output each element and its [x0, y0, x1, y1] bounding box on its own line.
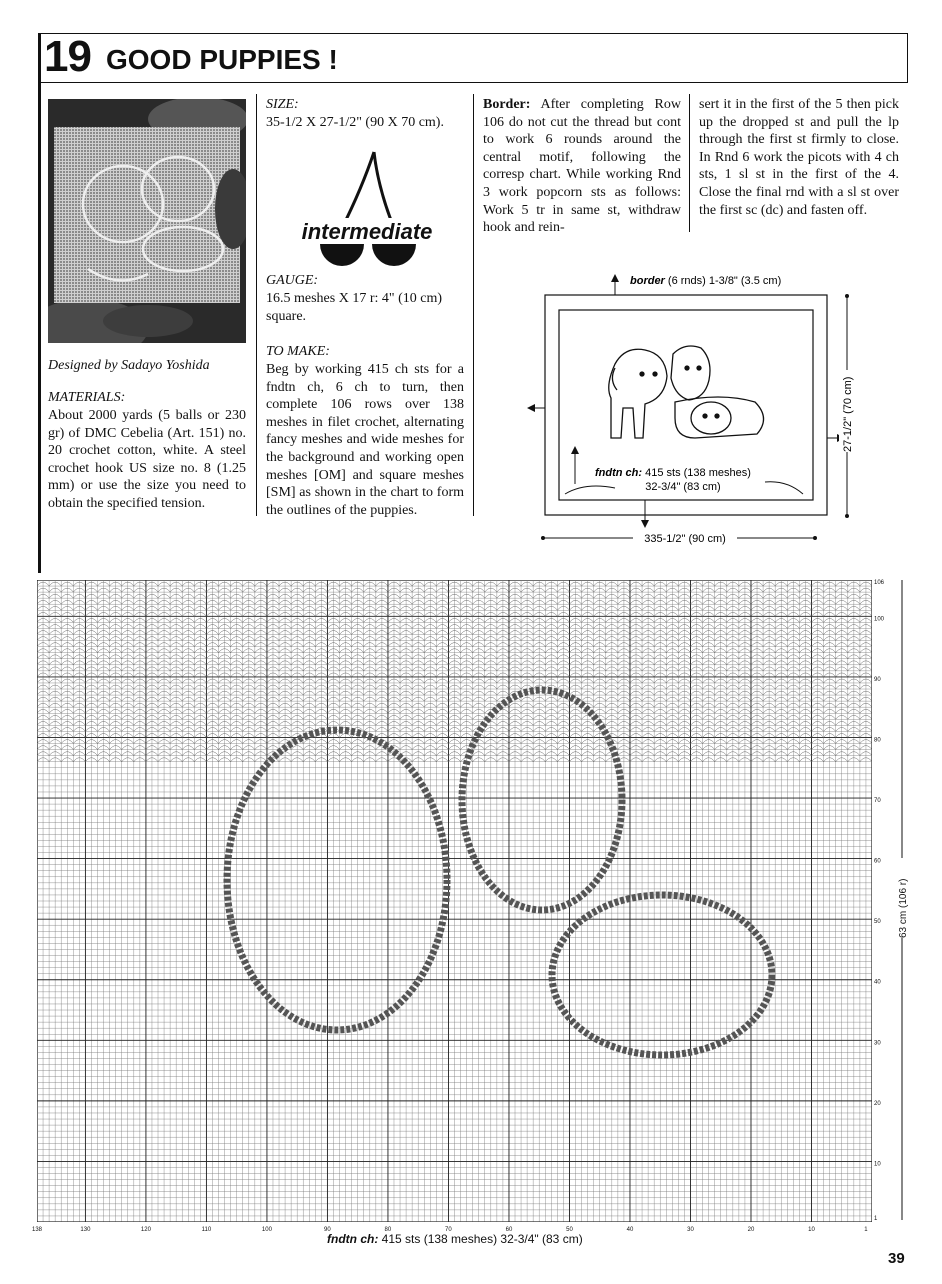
column-rule — [256, 94, 257, 516]
size-heading: SIZE: — [266, 97, 299, 112]
chart-height-label: 63 cm (106 r) — [898, 878, 909, 938]
row-label: 10 — [874, 1161, 881, 1168]
col-label: 40 — [626, 1227, 634, 1233]
row-label: 30 — [874, 1040, 881, 1047]
border-label-value: (6 rnds) 1-3/8" (3.5 cm) — [667, 275, 782, 287]
fndtn-label-value: 415 sts (138 meshes) — [645, 467, 751, 479]
column-rule — [473, 94, 474, 516]
border-heading: Border: — [483, 97, 531, 112]
col-label: 10 — [808, 1227, 815, 1233]
size-text: 35-1/2 X 27-1/2" (90 X 70 cm). — [266, 115, 444, 130]
gauge-text: 16.5 meshes X 17 r: 4" (10 cm) square. — [266, 291, 443, 324]
row-label: 100 — [874, 616, 885, 623]
row-label: 80 — [874, 737, 881, 744]
fndtn-label-bold: fndtn ch: — [595, 467, 643, 479]
page-number: 39 — [888, 1250, 905, 1267]
col-label: 50 — [566, 1227, 573, 1233]
row-label: 70 — [874, 798, 881, 804]
row-label: 90 — [874, 676, 881, 683]
col-label: 138 — [31, 1227, 43, 1233]
pattern-number: 19 — [44, 32, 91, 81]
fndtn-size: 32-3/4" (83 cm) — [645, 481, 721, 493]
col-label: 1 — [864, 1227, 868, 1233]
col-label: 30 — [687, 1227, 694, 1233]
cherries-icon — [282, 148, 452, 270]
width-label: 335-1/2" (90 cm) — [644, 533, 726, 545]
chart-caption — [327, 1232, 583, 1246]
col-label: 20 — [747, 1227, 755, 1233]
to-make-text: Beg by working 415 ch sts for a fndtn ch, 6 ch to turn, then complete 106 rows over 138 meshes in filet crochet, alternating fancy meshes and wide meshes for the background and working open meshes [OM] and square meshes [SM] as shown in the chart to form the outlines of the puppies. — [266, 362, 464, 518]
col-label: 80 — [384, 1227, 392, 1233]
skill-level-text: intermediate — [301, 219, 433, 244]
size-schematic — [525, 268, 870, 548]
page-title: GOOD PUPPIES ! — [106, 44, 338, 75]
skill-level-badge — [282, 148, 452, 270]
col-label: 90 — [324, 1227, 331, 1233]
border-text — [483, 96, 681, 237]
fndtn-label — [595, 467, 751, 479]
chart-caption-value: 415 sts (138 meshes) 32-3/4" (83 cm) — [381, 1232, 583, 1246]
to-make-heading: TO MAKE: — [266, 344, 330, 359]
border-text-2: sert it in the first of the 5 then pick up the dropped st and pull the lp through the first st firmly to close. In Rnd 6 work the picots with 4 ch sts, 1 sl st in the first of the 4. Close the final rnd with a sl st over the first sc (dc) and fasten off. — [699, 97, 899, 218]
chart-caption-bold: fndtn ch: — [327, 1232, 379, 1246]
row-label: 60 — [874, 858, 881, 865]
materials-heading: MATERIALS: — [48, 390, 126, 405]
filet-chart — [37, 580, 872, 1222]
col-label: 70 — [445, 1227, 452, 1233]
col-label: 110 — [201, 1227, 212, 1233]
border-label-bold: border — [630, 275, 665, 287]
left-rule — [38, 83, 41, 573]
border-text-1: After completing Row 106 do not cut the thread but cont to work 6 rounds around the central motif, following the corresp chart. While working Rnd 3 work popcorn sts as follows: Work 5 tr in same st, withdraw hook and rein- — [483, 97, 681, 236]
doily-photo-icon — [48, 99, 246, 343]
row-label: 50 — [874, 919, 881, 926]
col-label: 130 — [80, 1227, 91, 1233]
row-label: 1 — [874, 1215, 878, 1222]
designer-credit: Designed by Sadayo Yoshida — [48, 358, 210, 373]
doily-photo — [48, 99, 246, 343]
col-label: 60 — [505, 1227, 513, 1233]
col-label: 120 — [140, 1227, 151, 1233]
materials-text: About 2000 yards (5 balls or 230 gr) of DMC Cebelia (Art. 151) no. 20 crochet cotton, white. A steel crochet hook US size no. 8 (1.25 mm) or use the size you need to obtain the specified tension. — [48, 408, 246, 511]
row-label: 40 — [874, 979, 881, 986]
row-label: 106 — [874, 580, 885, 586]
col-label: 100 — [261, 1227, 272, 1233]
gauge-heading: GAUGE: — [266, 273, 319, 288]
border-label — [630, 275, 781, 287]
height-label: 27-1/2" (70 cm) — [842, 376, 854, 452]
column-rule — [689, 94, 690, 232]
row-label: 20 — [874, 1100, 881, 1107]
chart-right-labels — [872, 578, 912, 1228]
